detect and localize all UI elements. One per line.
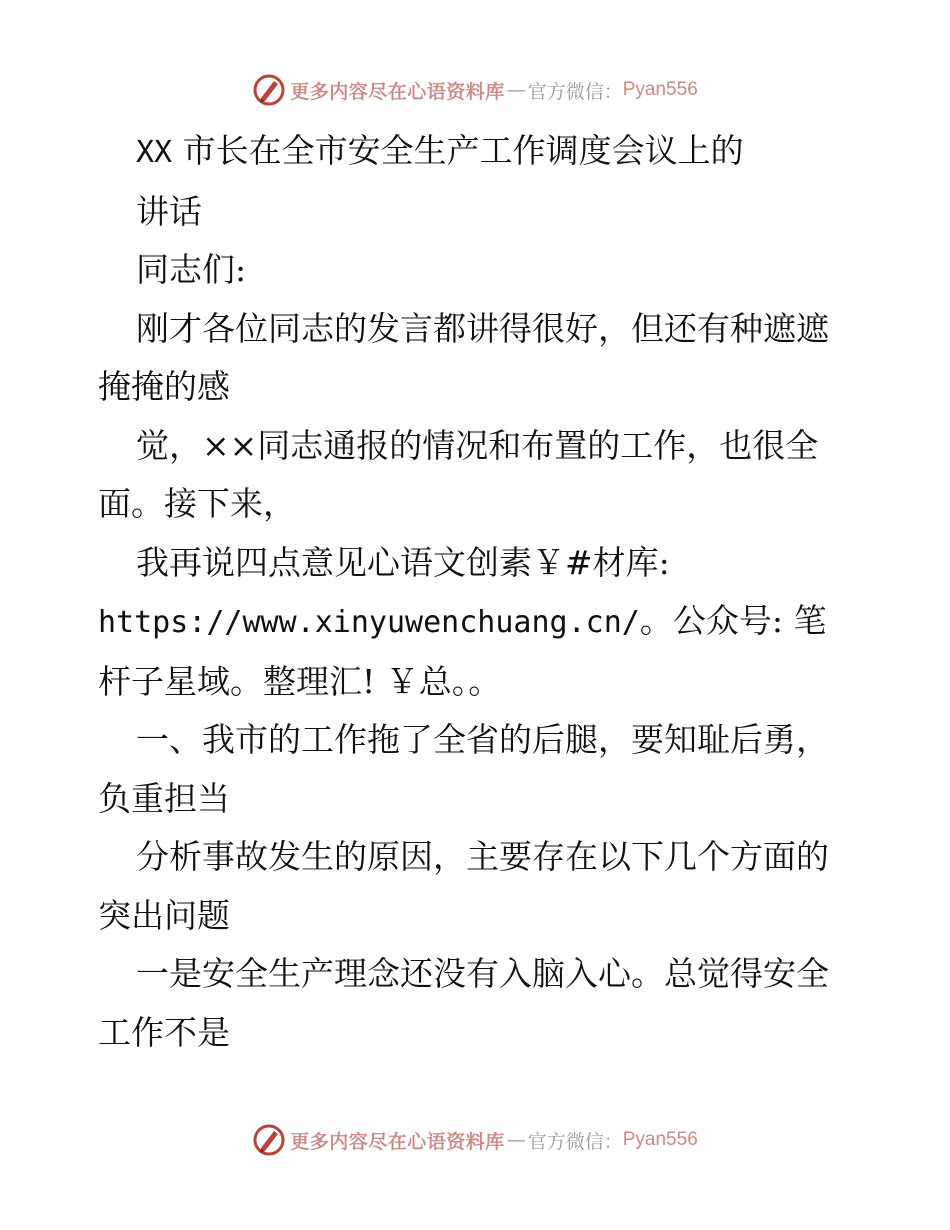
footer-banner <box>0 1120 950 1160</box>
banner-wechat-label: 官方微信： <box>527 1130 623 1153</box>
banner-separator: — <box>506 1129 526 1151</box>
pen-logo-icon <box>252 1123 286 1157</box>
banner-site-text: 更多内容尽在心语资料库 <box>290 80 505 103</box>
banner-wechat-id: Pyan556 <box>622 1129 698 1150</box>
paragraph-3-lead: 我再说四点意见心语文创素￥#材库: <box>136 542 670 582</box>
banner-separator: — <box>506 79 526 101</box>
salutation: 同志们: <box>136 250 247 289</box>
paragraph-5: 一是安全生产理念还没有入脑入心。总觉得安全工作不是 <box>98 954 829 1052</box>
title-line-1 <box>98 122 858 183</box>
source-url-link[interactable]: https://www.xinyuwenchuang.cn/ <box>98 605 640 640</box>
title-rest: 市长在全市安全生产工作调度会议上的 <box>172 131 744 170</box>
title-prefix: XX <box>136 135 173 170</box>
title-line-2: 讲话 <box>136 191 202 231</box>
paragraph-4: 分析事故发生的原因，主要存在以下几个方面的突出问题 <box>98 837 829 935</box>
banner-wechat-id: Pyan556 <box>622 79 698 100</box>
header-banner <box>0 70 950 110</box>
paragraph-3-tail: 。公众号: 笔杆子星域。整理汇! ￥总。。 <box>98 601 827 701</box>
paragraph-2: 觉，××同志通报的情况和布置的工作，也很全面。接下来， <box>98 425 819 523</box>
banner-wechat-label: 官方微信： <box>527 80 623 103</box>
section-heading-1: 一、我市的工作拖了全省的后腿，要知耻后勇，负重担当 <box>98 720 829 818</box>
paragraph-3 <box>98 534 858 712</box>
paragraph-1: 刚才各位同志的发言都讲得很好，但还有种遮遮掩掩的感 <box>98 308 829 406</box>
document-body <box>98 122 858 1062</box>
banner-site-text: 更多内容尽在心语资料库 <box>290 1130 505 1153</box>
pen-logo-icon <box>252 73 286 107</box>
